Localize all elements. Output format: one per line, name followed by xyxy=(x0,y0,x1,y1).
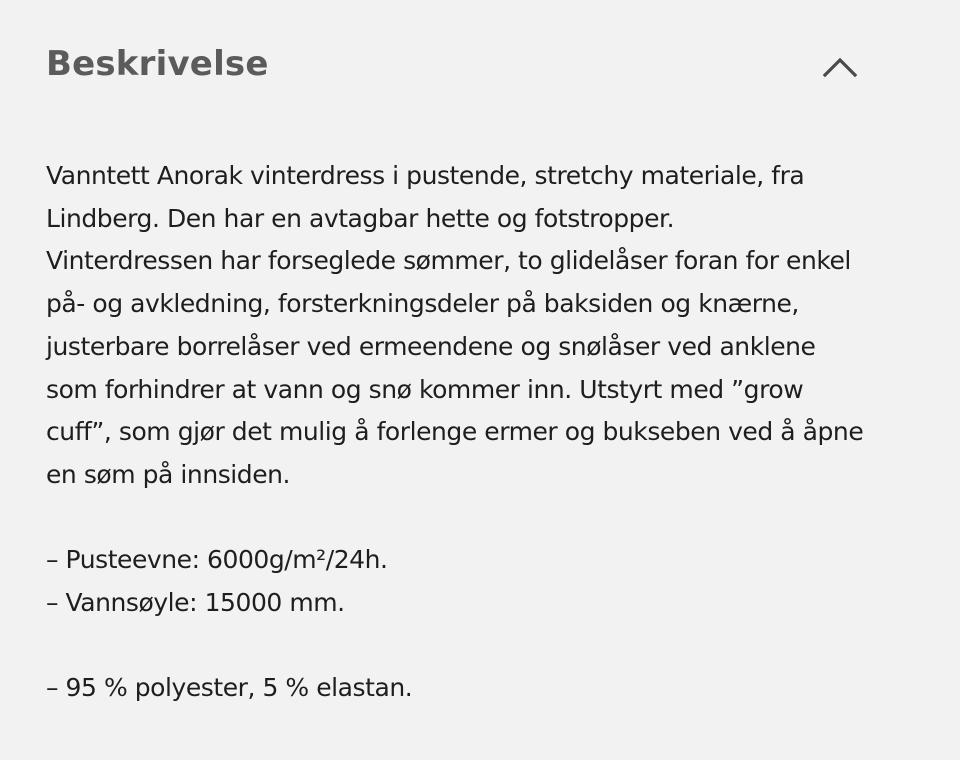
spec-water-column: – Vannsøyle: 15000 mm. xyxy=(46,588,345,618)
description-line: på- og avkledning, forsterkningsdeler på baksiden og knærne, xyxy=(46,289,799,319)
description-line: cuff”, som gjør det mulig å forlenge ermer og bukseben ved å åpne xyxy=(46,417,864,447)
description-line: justerbare borrelåser ved ermeendene og snølåser ved anklene xyxy=(46,331,816,361)
description-line: en søm på innsiden. xyxy=(46,459,291,489)
material-composition: – 95 % polyester, 5 % elastan. xyxy=(46,673,413,703)
description-line: Vinterdressen har forseglede sømmer, to glidelåser foran for enkel xyxy=(46,246,851,276)
spec-breathability: – Pusteevne: 6000g/m²/24h. xyxy=(46,545,388,575)
chevron-up-icon xyxy=(822,54,858,78)
paragraph-spacer xyxy=(46,497,926,540)
description-line: Lindberg. Den har en avtagbar hette og fotstropper. xyxy=(46,203,675,233)
collapse-toggle-button[interactable] xyxy=(810,42,870,90)
section-title: Beskrivelse xyxy=(46,44,269,84)
paragraph-spacer xyxy=(46,625,926,668)
description-header[interactable] xyxy=(0,0,960,130)
description-line: som forhindrer at vann og snø kommer inn. Utstyrt med ”grow xyxy=(46,374,804,404)
description-line: Vanntett Anorak vinterdress i pustende, stretchy materiale, fra xyxy=(46,161,805,190)
description-body xyxy=(46,155,926,710)
